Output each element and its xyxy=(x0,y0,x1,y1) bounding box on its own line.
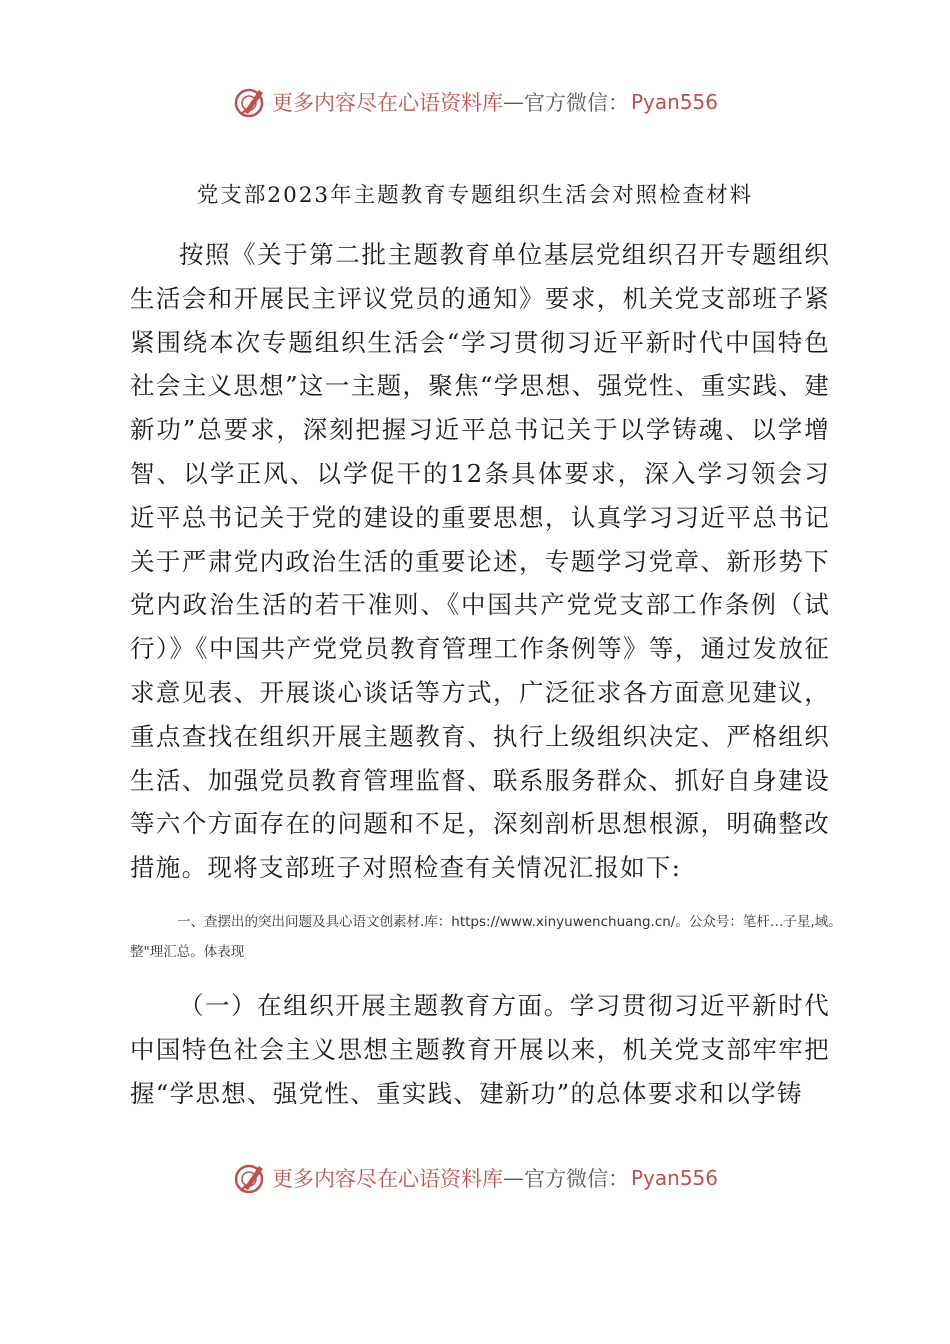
header-promo-text: 更多内容尽在心语资料库 xyxy=(271,91,503,115)
section-heading: 一、查摆出的突出问题及具心语文创素材.库：https://www.xinyuwenchuang.cn/。公众号：笔杆…子星,域。整"理汇总。体表现 xyxy=(130,914,842,960)
header-official-label: 官方微信： xyxy=(523,91,629,115)
header-dash: — xyxy=(502,90,524,114)
header-wechat-id: Pyan556 xyxy=(630,90,718,114)
footer-official-label: 官方微信： xyxy=(523,1167,629,1191)
pen-logo-icon xyxy=(232,1160,268,1196)
header-banner xyxy=(0,80,950,124)
footer-dash: — xyxy=(502,1166,524,1190)
footer-wechat-id: Pyan556 xyxy=(630,1166,718,1190)
footer-banner xyxy=(0,1156,950,1200)
footer-promo-text: 更多内容尽在心语资料库 xyxy=(271,1167,503,1191)
intro-paragraph: 按照《关于第二批主题教育单位基层党组织召开专题组织生活会和开展民主评议党员的通知》要求，机关党支部班子紧紧围绕本次专题组织生活会“学习贯彻习近平新时代中国特色社会主义思想”这一主题，聚焦“学思想、强党性、重实践、建新功”总要求，深刻把握习近平总书记关于以学铸魂、以学增智、以学正风、以学促干的12条具体要求，深入学习领会习近平总书记关于党的建设的重要思想，认真学习习近平总书记关于严肃党内政治生活的重要论述，专题学习党章、新形势下党内政治生活的若干准则、《中国共产党党支部工作条例（试行）》《中国共产党党员教育管理工作条例等》等，通过发放征求意见表、开展谈心谈话等方式，广泛征求各方面意见建议，重点查找在组织开展主题教育、执行上级组织决定、严格组织生活、加强党员教育管理监督、联系服务群众、抓好自身建设等六个方面存在的问题和不足，深刻剖析思想根源，明确整改措施。现将支部班子对照检查有关情况汇报如下: xyxy=(130,240,830,883)
section-1-paragraph: （一）在组织开展主题教育方面。学习贯彻习近平新时代中国特色社会主义思想主题教育开展以来，机关党支部牢牢把握“学思想、强党性、重实践、建新功”的总体要求和以学铸 xyxy=(130,991,830,1108)
document-title: 党支部2023年主题教育专题组织生活会对照检查材料 xyxy=(196,183,754,208)
pen-logo-icon xyxy=(232,84,268,120)
